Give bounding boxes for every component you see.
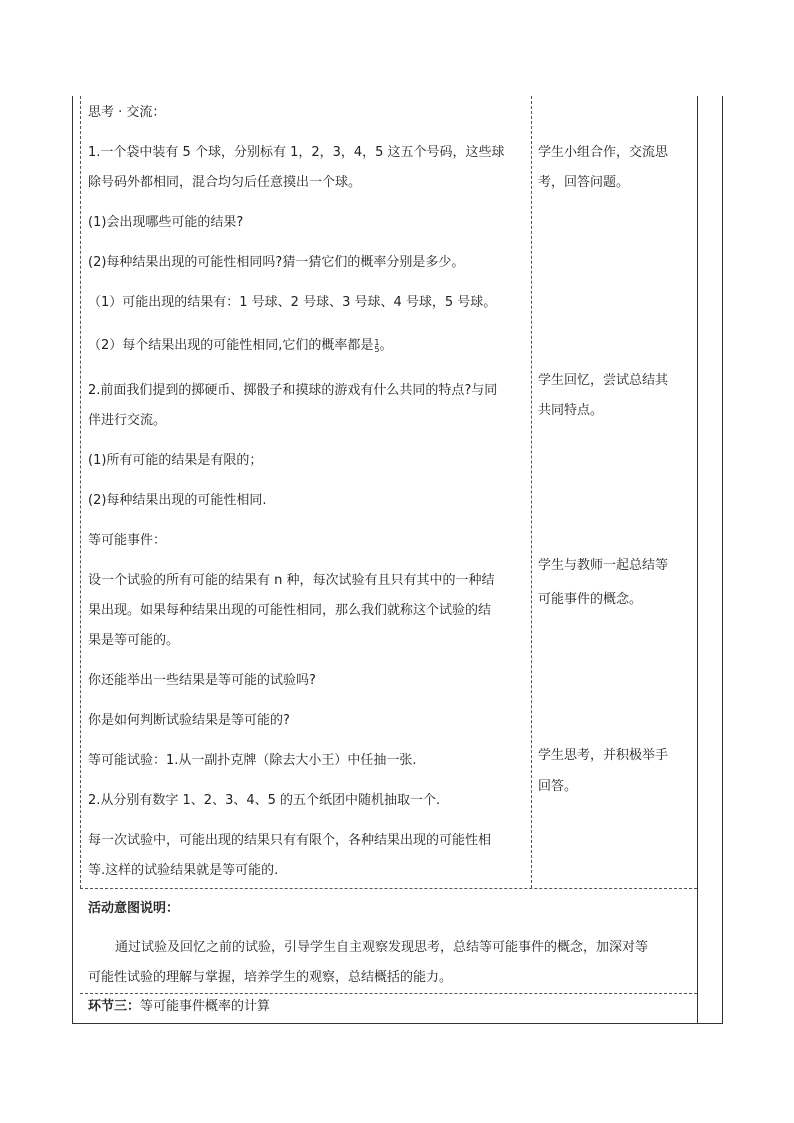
question-2-line-1: 2.前面我们提到的掷硬币、掷骰子和摸球的游戏有什么共同的特点?与同 bbox=[88, 383, 498, 398]
student-note-4-line-1: 学生思考，并积极举手 bbox=[538, 748, 669, 763]
definition-line-3: 果是等可能的。 bbox=[88, 633, 180, 648]
think-exchange-heading: 思考 · 交流： bbox=[88, 105, 166, 120]
student-note-4-line-2: 回答。 bbox=[538, 779, 578, 794]
row-divider-bottom bbox=[80, 993, 697, 994]
question-2-answer-1: (1)所有可能的结果是有限的； bbox=[88, 453, 263, 468]
student-note-1-line-1: 学生小组合作，交流思 bbox=[538, 145, 669, 160]
column-divider-left bbox=[80, 96, 81, 888]
question-1-sub-2: (2)每种结果出现的可能性相同吗?猜一猜它们的概率分别是多少。 bbox=[88, 255, 465, 270]
answer-2 bbox=[88, 336, 393, 356]
summary-line-2: 等.这样的试验结果就是等可能的. bbox=[88, 863, 279, 878]
definition-line-2: 果出现。如果每种结果出现的可能性相同，那么我们就称这个试验的结 bbox=[88, 603, 492, 618]
section-3-heading bbox=[88, 997, 270, 1017]
answer-1: （1）可能出现的结果有：1 号球、2 号球、3 号球、4 号球，5 号球。 bbox=[88, 295, 497, 310]
student-note-3-line-2: 可能事件的概念。 bbox=[538, 592, 643, 607]
example-1: 等可能试验：1.从一副扑克牌（除去大小王）中任抽一张. bbox=[88, 753, 417, 768]
student-note-1-line-2: 考，回答问题。 bbox=[538, 175, 630, 190]
activity-intent-line-2: 可能性试验的理解与掌握，培养学生的观察，总结概括的能力。 bbox=[88, 970, 453, 985]
question-1-line-2: 除号码外都相同，混合均匀后任意摸出一个球。 bbox=[88, 175, 362, 190]
prompt-question-1: 你还能举出一些结果是等可能的试验吗? bbox=[88, 673, 316, 688]
question-1-line-1: 1.一个袋中装有 5 个球，分别标有 1，2，3，4，5 这五个号码，这些球 bbox=[88, 145, 505, 160]
activity-intent-line-1: 通过试验及回忆之前的试验，引导学生自主观察发现思考，总结等可能事件的概念，加深对等 bbox=[115, 940, 649, 955]
definition-line-1: 设一个试验的所有可能的结果有 n 种，每次试验有且只有其中的一种结 bbox=[88, 573, 495, 588]
question-1-sub-1: (1)会出现哪些可能的结果? bbox=[88, 215, 244, 230]
student-note-3-line-1: 学生与教师一起总结等 bbox=[538, 558, 669, 573]
section-3-label: 环节三： bbox=[88, 999, 141, 1014]
fraction-denominator: 5 bbox=[374, 344, 380, 354]
question-2-line-2: 伴进行交流。 bbox=[88, 413, 167, 428]
question-2-answer-2: (2)每种结果出现的可能性相同. bbox=[88, 493, 267, 508]
example-2: 2.从分别有数字 1、2、3、4、5 的五个纸团中随机抽取一个. bbox=[88, 793, 441, 808]
definition-heading: 等可能事件： bbox=[88, 533, 167, 548]
answer-2-prefix: （2）每个结果出现的可能性相同,它们的概率都是 bbox=[88, 338, 374, 353]
fraction-numerator: 1 bbox=[374, 337, 380, 347]
section-3-title: 等可能事件概率的计算 bbox=[140, 999, 271, 1014]
activity-intent-heading: 活动意图说明： bbox=[88, 901, 180, 916]
student-note-2-line-1: 学生回忆，尝试总结其 bbox=[538, 373, 669, 388]
column-divider-right bbox=[697, 96, 698, 1024]
column-divider-middle bbox=[531, 96, 532, 888]
summary-line-1: 每一次试验中，可能出现的结果只有有限个，各种结果出现的可能性相 bbox=[88, 833, 492, 848]
student-note-2-line-2: 共同特点。 bbox=[538, 403, 604, 418]
prompt-question-2: 你是如何判断试验结果是等可能的? bbox=[88, 713, 290, 728]
answer-2-suffix: 。 bbox=[379, 338, 393, 353]
row-divider-top bbox=[80, 888, 697, 889]
